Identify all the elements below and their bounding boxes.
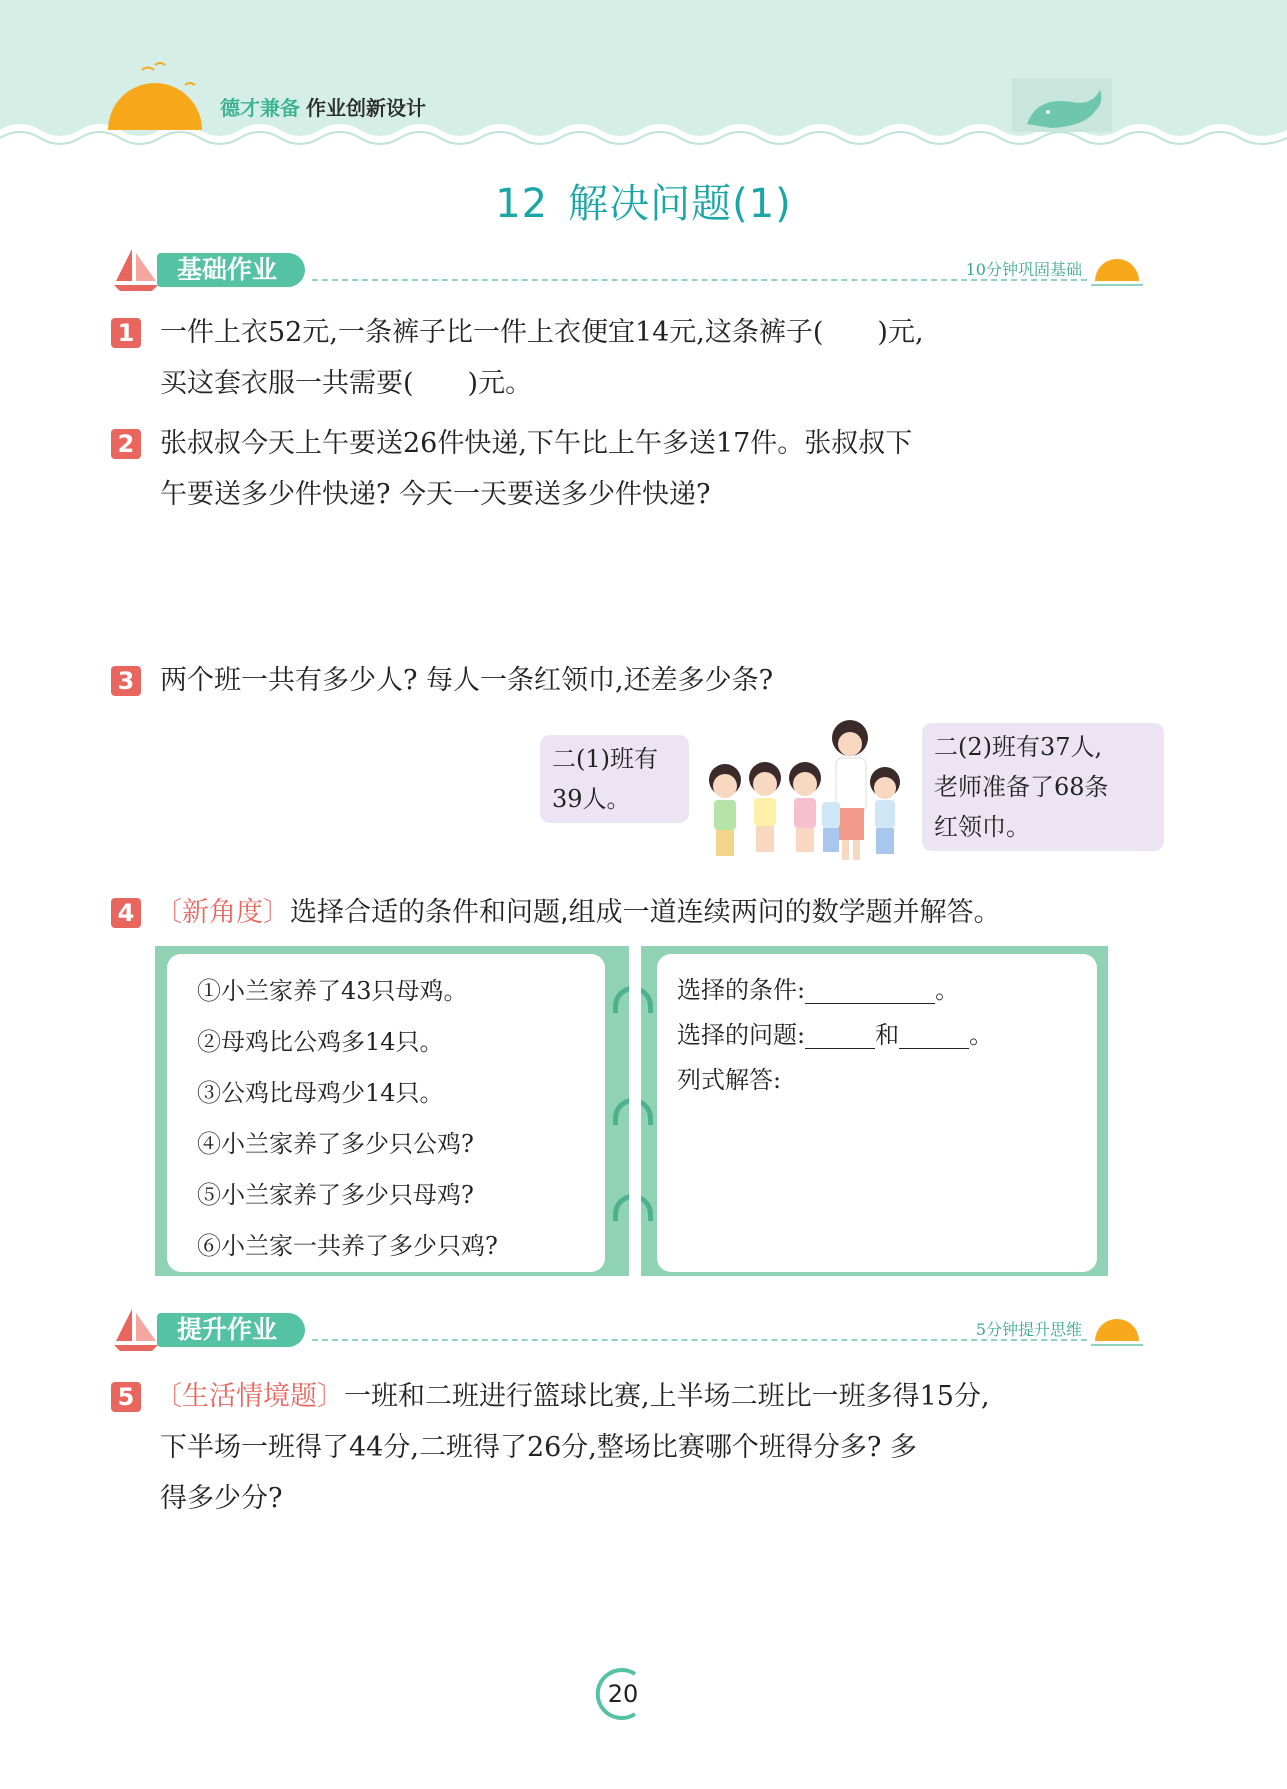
answer-question-blank-1[interactable] (805, 1024, 875, 1049)
question-1-line2: 买这套衣服一共需要( )元。 (160, 368, 533, 399)
question-3-text: 两个班一共有多少人? 每人一条红领巾,还差多少条? (160, 665, 774, 696)
question-number-2: 2 (111, 429, 141, 459)
section-advanced-label: 提升作业 (157, 1313, 305, 1347)
small-sun-icon (1087, 249, 1147, 289)
option-6: ⑥小兰家一共养了多少只鸡? (197, 1232, 498, 1260)
bubble-class2-line1: 二(2)班有37人, (934, 733, 1103, 761)
question-5-line3: 得多少分? (160, 1483, 283, 1514)
brand-primary: 德才兼备 (220, 96, 300, 120)
section-basic-label: 基础作业 (157, 253, 305, 287)
answer-question-label: 选择的问题: (677, 1021, 806, 1049)
section-advanced-note: 5分钟提升思维 (975, 1320, 1082, 1339)
question-4-text (155, 887, 1001, 938)
answer-condition-period: 。 (935, 976, 960, 1004)
answer-pane (657, 954, 1097, 1272)
options-pane (167, 954, 605, 1272)
question-2-line1: 张叔叔今天上午要送26件快递,下午比上午多送17件。张叔叔下 (160, 428, 913, 459)
question-4-prompt: 选择合适的条件和问题,组成一道连续两问的数学题并解答。 (290, 897, 1001, 928)
speech-bubble-class2 (922, 723, 1164, 851)
page-title (0, 172, 1287, 229)
section-basic-header (112, 243, 1147, 295)
section-advanced-header (112, 1303, 1147, 1355)
answer-solve-label: 列式解答: (677, 1066, 782, 1094)
option-2: ②母鸡比公鸡多14只。 (197, 1028, 444, 1056)
option-1: ①小兰家养了43只母鸡。 (197, 977, 468, 1005)
question-number-4: 4 (111, 898, 141, 928)
children-teacher-illustration (700, 712, 920, 864)
small-sun-icon (1087, 1309, 1147, 1349)
bubble-class2-line2: 老师准备了68条 (934, 773, 1109, 801)
answer-condition-row (677, 968, 993, 1013)
question-number-3: 3 (111, 666, 141, 696)
panel-gap (629, 946, 641, 1276)
question-4-tag: 〔新角度〕 (155, 897, 290, 928)
answer-question-row (677, 1013, 993, 1058)
question-5-line2: 下半场一班得了44分,二班得了26分,整场比赛哪个班得分多? 多 (160, 1432, 917, 1463)
answer-condition-blank[interactable] (805, 979, 935, 1004)
whale-icon (1012, 76, 1112, 132)
answer-question-period: 。 (969, 1021, 994, 1049)
bubble-class1-line1: 二(1)班有 (552, 745, 658, 773)
speech-bubble-class1 (540, 735, 689, 823)
question-number-5: 5 (111, 1382, 141, 1412)
section-basic-note: 10分钟巩固基础 (965, 260, 1082, 279)
bubble-class2-line3: 红领巾。 (934, 813, 1030, 841)
question-number-1: 1 (111, 318, 141, 348)
question-5-line1-text: 一班和二班进行篮球比赛,上半场二班比一班多得15分, (344, 1381, 990, 1412)
answer-question-blank-2[interactable] (899, 1024, 969, 1049)
answer-and: 和 (875, 1021, 900, 1049)
lesson-number: 12 (495, 181, 549, 227)
question-2-line2: 午要送多少件快递? 今天一天要送多少件快递? (160, 479, 711, 510)
q4-options-panel (155, 946, 1108, 1276)
brand-title (220, 92, 426, 121)
brand-secondary: 作业创新设计 (306, 96, 426, 120)
sun-icon (100, 55, 210, 135)
answer-condition-label: 选择的条件: (677, 976, 806, 1004)
question-1-line1: 一件上衣52元,一条裤子比一件上衣便宜14元,这条裤子( )元, (160, 317, 924, 348)
question-5-line1 (155, 1371, 990, 1422)
bubble-class1-line2: 39人。 (552, 785, 631, 813)
option-5: ⑤小兰家养了多少只母鸡? (197, 1181, 474, 1209)
option-3: ③公鸡比母鸡少14只。 (197, 1079, 444, 1107)
question-5-tag: 〔生活情境题〕 (155, 1381, 344, 1412)
lesson-title: 解决问题(1) (568, 181, 792, 227)
page-number: 20 (607, 1680, 639, 1708)
option-4: ④小兰家养了多少只公鸡? (197, 1130, 474, 1158)
section-advanced-divider (312, 1339, 1087, 1341)
